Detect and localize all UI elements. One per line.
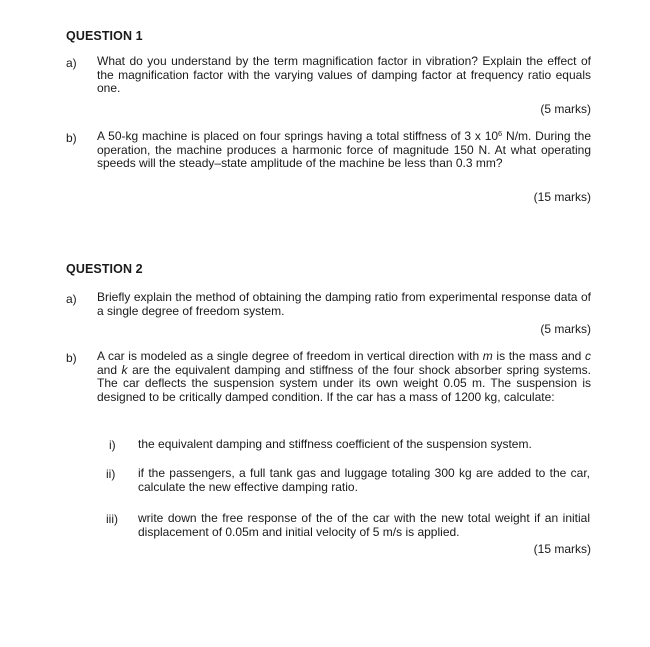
- symbol-c: c: [585, 349, 591, 363]
- q1-part-a-marks: (5 marks): [540, 102, 591, 116]
- q2-part-a-marks: (5 marks): [540, 322, 591, 336]
- q2-part-b-marks: (15 marks): [533, 542, 591, 556]
- q1-part-b-text: [97, 130, 591, 171]
- q1-part-b-marks: (15 marks): [533, 190, 591, 204]
- q2-b-item-1-label: i): [109, 438, 116, 452]
- q1-part-b-text-2: N/m. During the operation, the machine produces a harmonic force of magnitude 150 N. At what operating speeds will the steady–state amplitude of the machine be less than 0.3 mm?: [97, 129, 591, 171]
- q1-part-b-exponent: 6: [498, 129, 503, 138]
- q2-b-item-3-label: iii): [106, 512, 118, 526]
- symbol-m: m: [482, 349, 493, 363]
- q2-part-b-text-2: is the mass and: [492, 349, 585, 363]
- q2-part-a-text: Briefly explain the method of obtaining the damping ratio from experimental response data of a single degree of freedom system.: [97, 290, 591, 318]
- q2-b-item-3-text: write down the free response of the of the car with the new total weight if an initial displacement of 0.05m and initial velocity of 5 m/s is applied.: [138, 511, 590, 539]
- q2-part-b-text-1: A car is modeled as a single degree of freedom in vertical direction with: [97, 349, 483, 363]
- symbol-k: k: [121, 362, 128, 377]
- question-1-title: QUESTION 1: [66, 29, 143, 43]
- q2-part-b-label: b): [66, 351, 77, 365]
- q2-b-item-1-text: the equivalent damping and stiffness coefficient of the suspension system.: [138, 437, 532, 451]
- q1-part-b-text-1: A 50-kg machine is placed on four springs having a total stiffness of 3 x 10: [97, 129, 499, 143]
- q2-part-a-label: a): [66, 292, 77, 306]
- q2-b-item-2-text: if the passengers, a full tank gas and luggage totaling 300 kg are added to the car, calculate the new effective damping ratio.: [138, 466, 590, 494]
- question-2-title: QUESTION 2: [66, 262, 143, 276]
- q2-b-item-2-label: ii): [106, 467, 116, 481]
- q2-part-b-text-3: and: [97, 362, 122, 377]
- q1-part-a-text: What do you understand by the term magnification factor in vibration? Explain the effect of the magnification factor with the varying values of damping factor at frequency ratio equals one.: [97, 54, 591, 96]
- q2-part-b-text: [97, 350, 591, 404]
- q1-part-a-label: a): [66, 56, 77, 70]
- q2-part-b-text-4: are the equivalent damping and stiffness of the four shock absorber spring systems. The car deflects the suspension system under its own weight 0.05 m. The suspension is designed to be critically damped condition. If the car has a mass of 1200 kg, calculate:: [97, 362, 591, 404]
- q1-part-b-label: b): [66, 131, 77, 145]
